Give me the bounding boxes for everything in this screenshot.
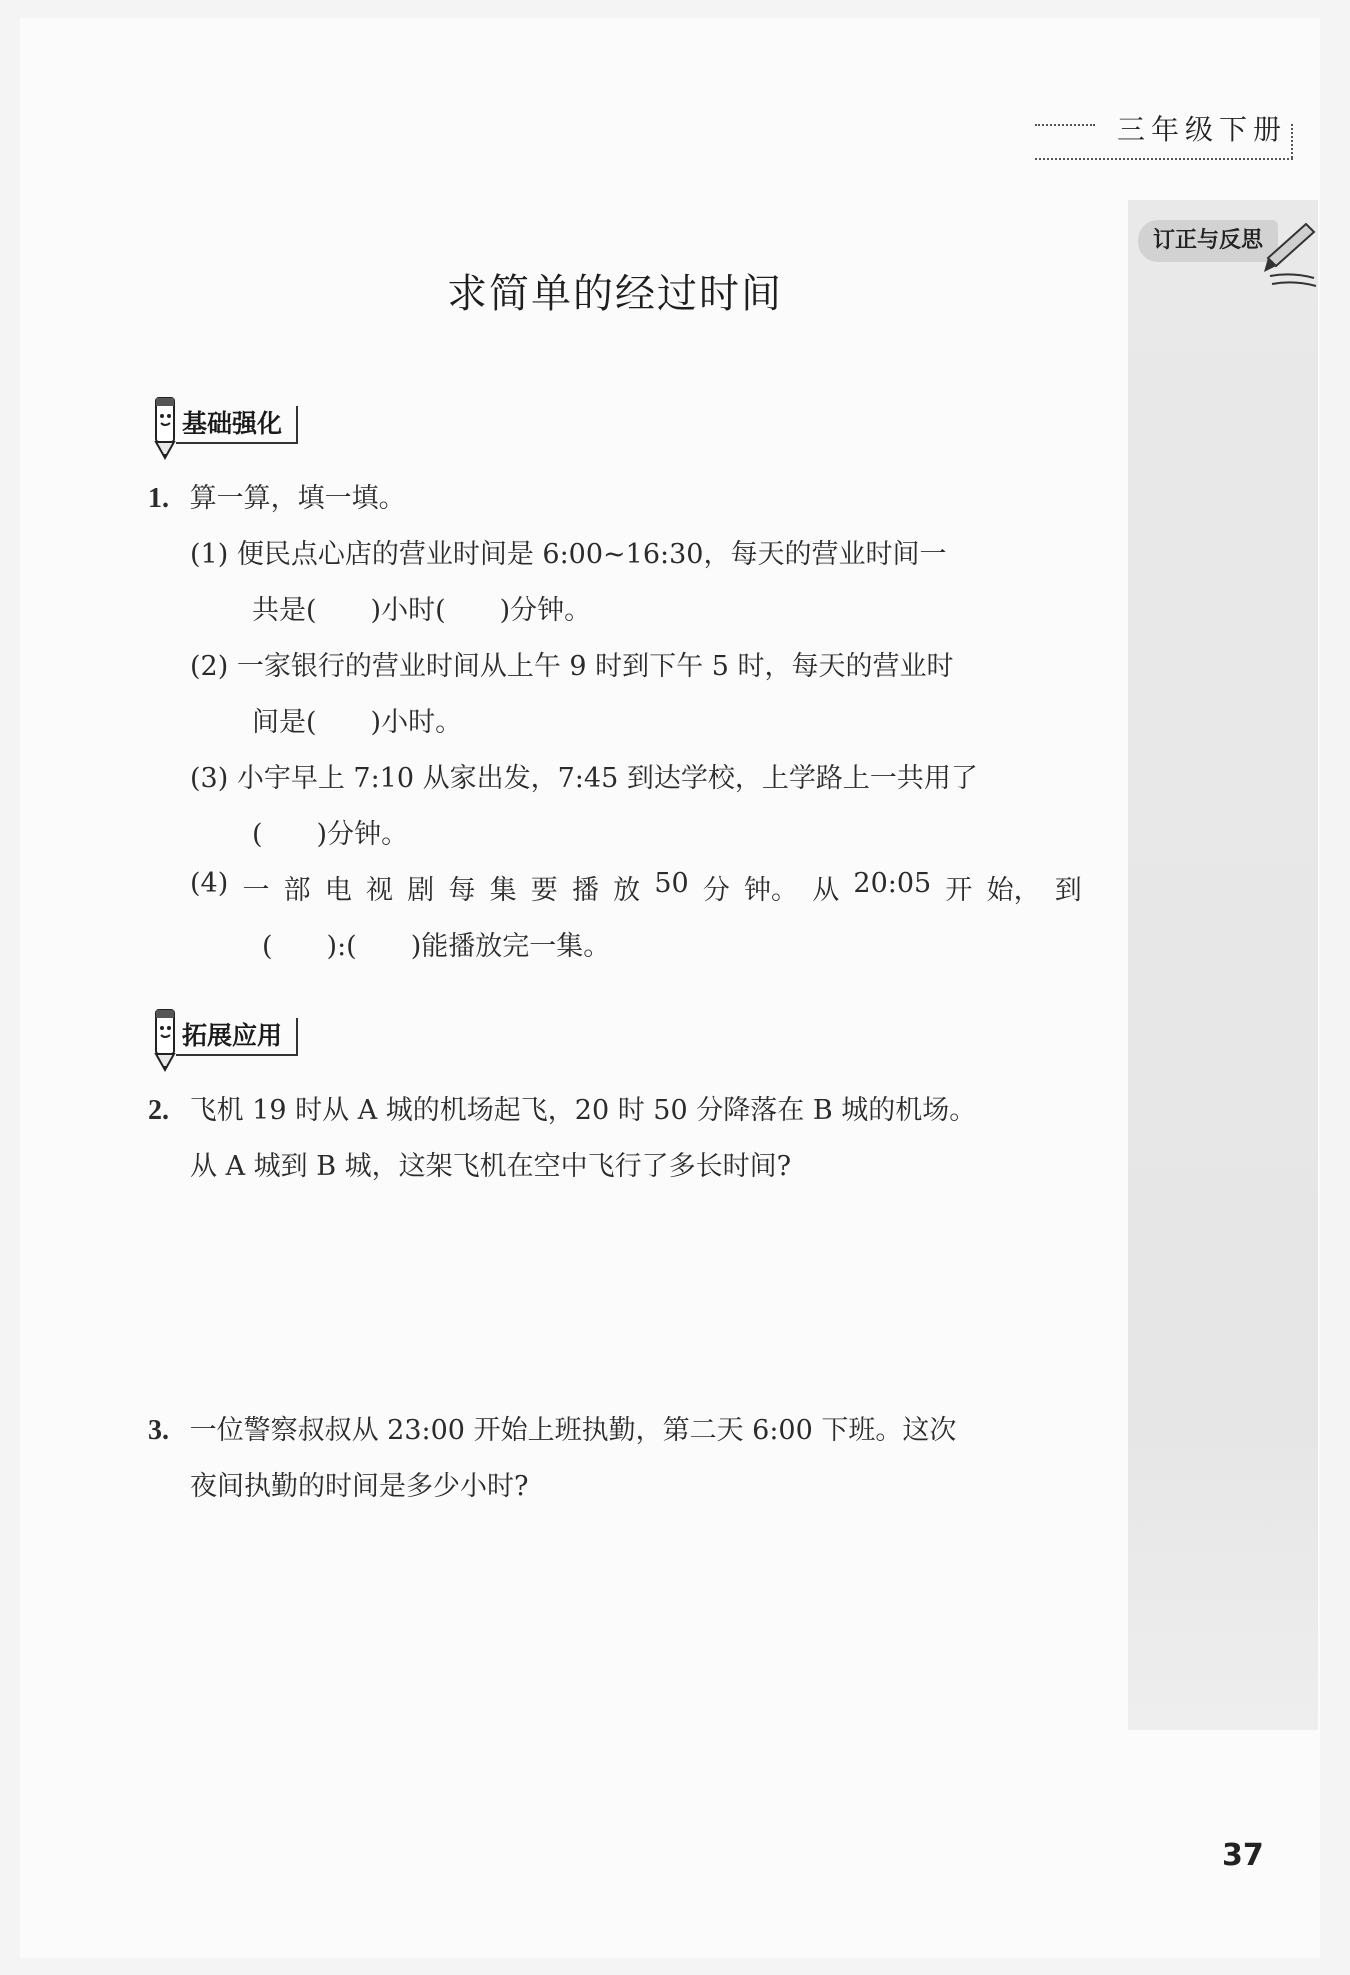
section-extend-label: 拓展应用 bbox=[176, 1018, 298, 1056]
q1-p4-part: 放 bbox=[613, 875, 641, 906]
q3-line1: 一位警察叔叔从 23:00 开始上班执勤，第二天 6:00 下班。这次 bbox=[189, 1415, 957, 1446]
q2-line1: 飞机 19 时从 A 城的机场起飞，20 时 50 分降落在 B 城的机场。 bbox=[189, 1095, 977, 1126]
q1-p2-line1: (2) 一家银行的营业时间从上午 9 时到下午 5 时，每天的营业时 bbox=[190, 651, 954, 682]
q1-number: 1. bbox=[148, 483, 169, 514]
correction-column bbox=[1128, 200, 1318, 1730]
q1-p4-part: 播 bbox=[571, 875, 599, 906]
q2-number: 2. bbox=[148, 1095, 169, 1126]
pen-icon bbox=[1262, 218, 1320, 288]
grade-header bbox=[1035, 113, 1293, 160]
q3-line1-row bbox=[148, 1408, 956, 1447]
correction-tab: 订正与反思 bbox=[1138, 220, 1278, 262]
q1-p4-line2: ( ):( )能播放完一集。 bbox=[262, 931, 611, 962]
q1-p4-part: 一 bbox=[242, 875, 270, 906]
q1-p4-part: 20:05 bbox=[853, 868, 932, 899]
q3-line2: 夜间执勤的时间是多少小时? bbox=[190, 1471, 529, 1502]
page-number: 37 bbox=[1222, 1838, 1264, 1873]
dotted-tick bbox=[1291, 124, 1293, 158]
page-title: 求简单的经过时间 bbox=[447, 271, 783, 317]
grade-label: 三年级下册 bbox=[1107, 108, 1287, 148]
q1-p4-part: 钟。 bbox=[744, 875, 799, 906]
q1-p4-part: 50 bbox=[654, 868, 689, 899]
q1-p4-part: 视 bbox=[366, 875, 393, 906]
section-basic-label: 基础强化 bbox=[176, 406, 298, 444]
q1-p4-part: 部 bbox=[283, 875, 311, 906]
q1-p4-line1 bbox=[190, 868, 1082, 907]
q3-number: 3. bbox=[148, 1415, 169, 1446]
q1-p4-part: 电 bbox=[324, 875, 352, 906]
q1-stem-line bbox=[148, 476, 406, 515]
q1-p4-part: 集 bbox=[489, 875, 517, 906]
q1-p4-part: 分 bbox=[702, 875, 730, 906]
q1-p4-part: (4) bbox=[190, 868, 229, 899]
q2-line2: 从 A 城到 B 城，这架飞机在空中飞行了多长时间? bbox=[190, 1151, 792, 1182]
q1-p4-part: 始， bbox=[986, 875, 1041, 906]
q1-p2-line2: 间是( )小时。 bbox=[252, 707, 463, 738]
q1-p1-line1: (1) 便民点心店的营业时间是 6:00~16:30，每天的营业时间一 bbox=[190, 539, 947, 570]
q2-line1-row bbox=[148, 1088, 976, 1127]
q1-p4-part: 到 bbox=[1054, 875, 1082, 906]
q1-p4-part: 要 bbox=[530, 875, 558, 906]
q1-p3-line2: ( )分钟。 bbox=[252, 819, 409, 850]
q1-p4-part: 每 bbox=[448, 875, 476, 906]
q1-p4-part: 开 bbox=[945, 875, 973, 906]
q1-p4-part: 从 bbox=[812, 875, 840, 906]
q1-p4-part: 剧 bbox=[407, 875, 435, 906]
dotted-rule bbox=[1035, 124, 1095, 126]
q1-p3-line1: (3) 小宇早上 7:10 从家出发，7:45 到达学校，上学路上一共用了 bbox=[190, 763, 978, 794]
q1-stem: 算一算，填一填。 bbox=[189, 483, 406, 514]
q1-p1-line2: 共是( )小时( )分钟。 bbox=[252, 595, 592, 626]
